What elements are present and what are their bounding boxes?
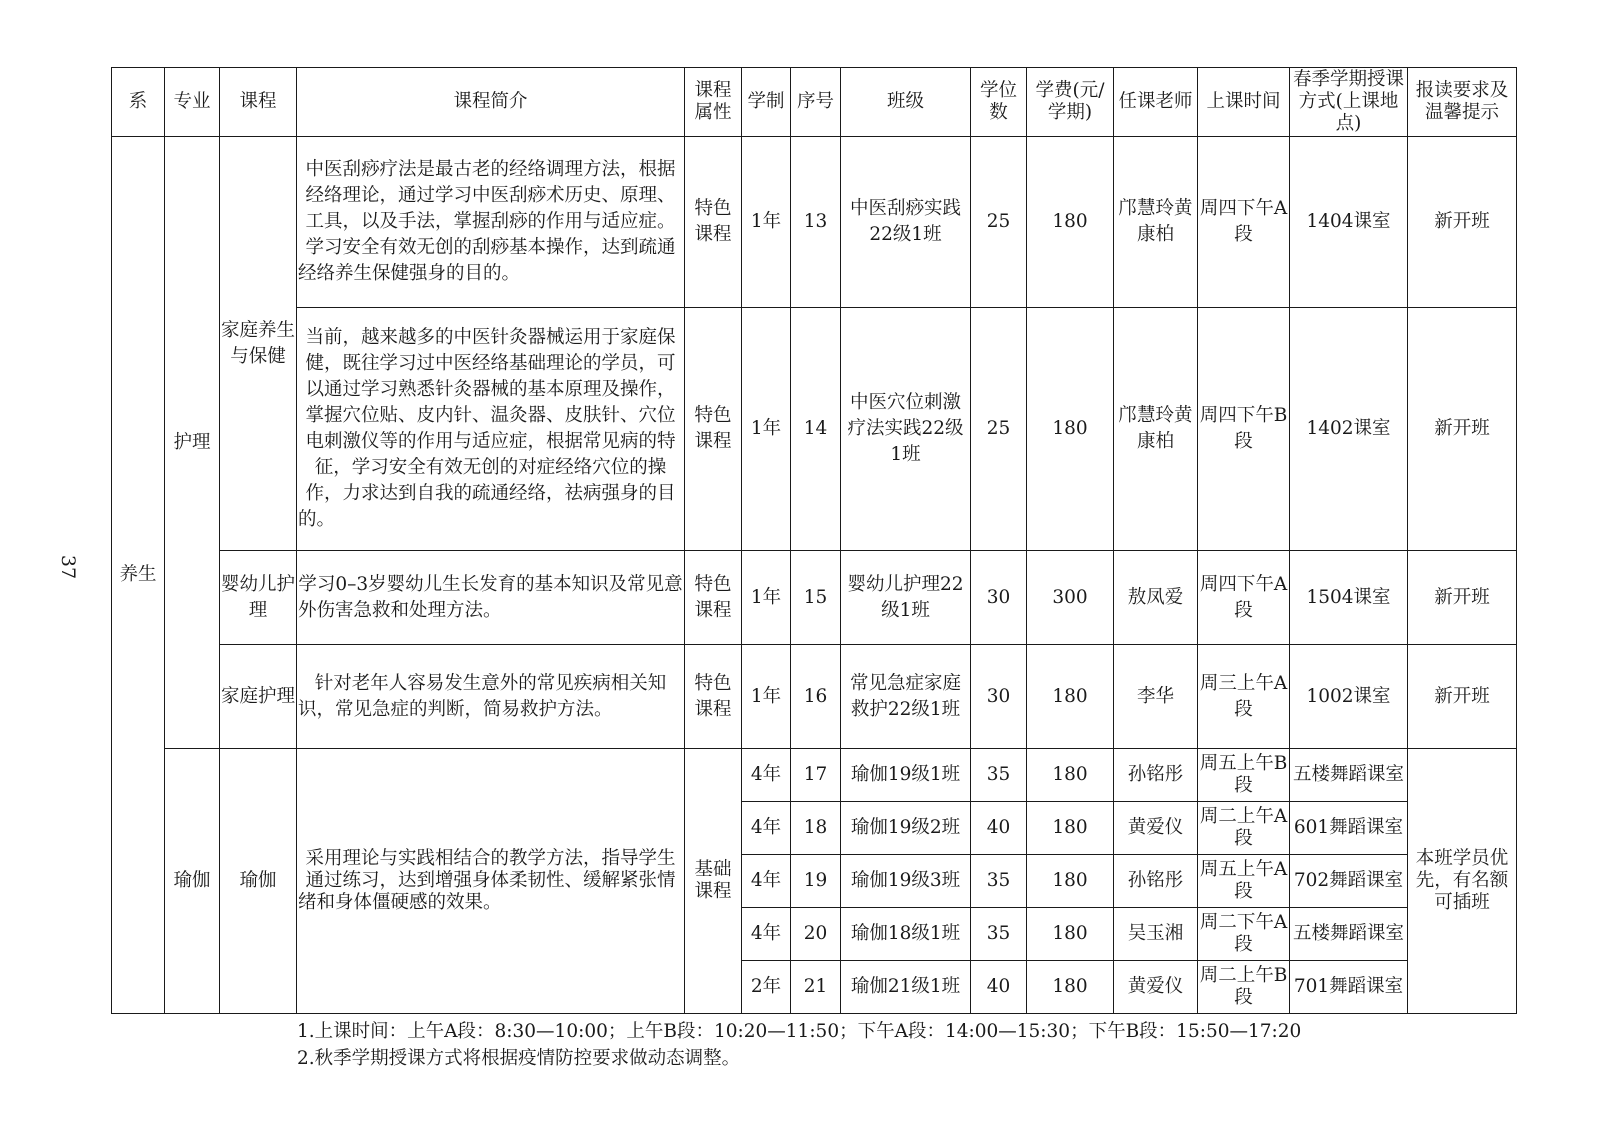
- duration-cell: 4年: [742, 749, 791, 802]
- course-cell: 家庭护理: [220, 645, 297, 749]
- fee-cell: 180: [1027, 137, 1114, 308]
- teacher-cell: 吴玉湘: [1114, 908, 1198, 961]
- teacher-cell: 黄爱仪: [1114, 802, 1198, 855]
- course-cell: 婴幼儿护理: [220, 551, 297, 645]
- teacher-cell: 敖凤爱: [1114, 551, 1198, 645]
- header-cell: 课程属性: [685, 68, 742, 137]
- teacher-cell: 邝慧玲黄康柏: [1114, 137, 1198, 308]
- seats-cell: 25: [971, 137, 1027, 308]
- major-cell: 瑜伽: [165, 749, 220, 1014]
- attr-cell: 特色课程: [685, 551, 742, 645]
- intro-cell: 针对老年人容易发生意外的常见疾病相关知识，常见急症的判断，简易救护方法。: [297, 645, 685, 749]
- class-cell: 瑜伽19级3班: [841, 855, 971, 908]
- footnote: 1.上课时间：上午A段：8:30—10:00；上午B段：10:20—11:50；下午A段：14:00—15:30；下午B段：15:50—17:20: [297, 1021, 1302, 1042]
- time-cell: 周三上午A段: [1198, 645, 1290, 749]
- teacher-cell: 孙铭彤: [1114, 855, 1198, 908]
- seq-cell: 17: [791, 749, 841, 802]
- note-cell: 新开班: [1408, 308, 1517, 551]
- header-cell: 学制: [742, 68, 791, 137]
- teacher-cell: 邝慧玲黄康柏: [1114, 308, 1198, 551]
- course-table: [111, 67, 1517, 1014]
- class-cell: 瑜伽21级1班: [841, 961, 971, 1014]
- time-cell: 周二上午B段: [1198, 961, 1290, 1014]
- note-cell: 本班学员优先，有名额可插班: [1408, 749, 1517, 1014]
- class-cell: 中医刮痧实践22级1班: [841, 137, 971, 308]
- fee-cell: 180: [1027, 749, 1114, 802]
- seq-cell: 16: [791, 645, 841, 749]
- header-cell: 上课时间: [1198, 68, 1290, 137]
- page-number: 37: [57, 554, 80, 580]
- class-cell: 瑜伽18级1班: [841, 908, 971, 961]
- seats-cell: 25: [971, 308, 1027, 551]
- seats-cell: 40: [971, 961, 1027, 1014]
- fee-cell: 180: [1027, 961, 1114, 1014]
- header-cell: 班级: [841, 68, 971, 137]
- class-cell: 瑜伽19级2班: [841, 802, 971, 855]
- intro-cell: 中医刮痧疗法是最古老的经络调理方法，根据经络理论，通过学习中医刮痧术历史、原理、工具，以及手法，掌握刮痧的作用与适应症。学习安全有效无创的刮痧基本操作，达到疏通经络养生保健强身的目的。: [297, 137, 685, 308]
- seq-cell: 19: [791, 855, 841, 908]
- teacher-cell: 李华: [1114, 645, 1198, 749]
- duration-cell: 1年: [742, 551, 791, 645]
- location-cell: 1402课室: [1290, 308, 1408, 551]
- note-cell: 新开班: [1408, 645, 1517, 749]
- attr-cell: 特色课程: [685, 645, 742, 749]
- class-cell: 婴幼儿护理22级1班: [841, 551, 971, 645]
- intro-cell: 当前，越来越多的中医针灸器械运用于家庭保健，既往学习过中医经络基础理论的学员，可以通过学习熟悉针灸器械的基本原理及操作，掌握穴位贴、皮内针、温灸器、皮肤针、穴位电刺激仪等的作用与适应症，根据常见病的特征，学习安全有效无创的对症经络穴位的操作，力求达到自我的疏通经络，祛病强身的目的。: [297, 308, 685, 551]
- intro-cell: 采用理论与实践相结合的教学方法，指导学生通过练习，达到增强身体柔韧性、缓解紧张情绪和身体僵硬感的效果。: [297, 749, 685, 1014]
- table-row: [112, 308, 1517, 551]
- major-cell: 护理: [165, 137, 220, 749]
- intro-cell: 学习0–3岁婴幼儿生长发育的基本知识及常见意外伤害急救和处理方法。: [297, 551, 685, 645]
- location-cell: 702舞蹈课室: [1290, 855, 1408, 908]
- fee-cell: 180: [1027, 908, 1114, 961]
- course-cell: 瑜伽: [220, 749, 297, 1014]
- duration-cell: 1年: [742, 308, 791, 551]
- header-cell: 学费(元/学期): [1027, 68, 1114, 137]
- time-cell: 周二上午A段: [1198, 802, 1290, 855]
- time-cell: 周四下午A段: [1198, 551, 1290, 645]
- location-cell: 五楼舞蹈课室: [1290, 749, 1408, 802]
- time-cell: 周四下午B段: [1198, 308, 1290, 551]
- header-cell: 系: [112, 68, 165, 137]
- table-row: [112, 749, 1517, 802]
- dept-cell: 养生: [112, 137, 165, 1014]
- location-cell: 1404课室: [1290, 137, 1408, 308]
- teacher-cell: 黄爱仪: [1114, 961, 1198, 1014]
- fee-cell: 300: [1027, 551, 1114, 645]
- duration-cell: 1年: [742, 137, 791, 308]
- class-cell: 中医穴位刺激疗法实践22级1班: [841, 308, 971, 551]
- header-cell: 课程简介: [297, 68, 685, 137]
- seats-cell: 35: [971, 908, 1027, 961]
- class-cell: 常见急症家庭救护22级1班: [841, 645, 971, 749]
- seats-cell: 35: [971, 749, 1027, 802]
- fee-cell: 180: [1027, 855, 1114, 908]
- attr-cell: 基础课程: [685, 749, 742, 1014]
- header-cell: 报读要求及温馨提示: [1408, 68, 1517, 137]
- duration-cell: 4年: [742, 908, 791, 961]
- time-cell: 周五上午B段: [1198, 749, 1290, 802]
- attr-cell: 特色课程: [685, 308, 742, 551]
- note-cell: 新开班: [1408, 137, 1517, 308]
- duration-cell: 4年: [742, 855, 791, 908]
- fee-cell: 180: [1027, 645, 1114, 749]
- location-cell: 1002课室: [1290, 645, 1408, 749]
- seq-cell: 13: [791, 137, 841, 308]
- table-header-row: [112, 68, 1517, 137]
- attr-cell: 特色课程: [685, 137, 742, 308]
- seats-cell: 30: [971, 645, 1027, 749]
- fee-cell: 180: [1027, 802, 1114, 855]
- location-cell: 701舞蹈课室: [1290, 961, 1408, 1014]
- seq-cell: 14: [791, 308, 841, 551]
- duration-cell: 4年: [742, 802, 791, 855]
- footnote: 2.秋季学期授课方式将根据疫情防控要求做动态调整。: [297, 1048, 741, 1069]
- seq-cell: 20: [791, 908, 841, 961]
- seq-cell: 15: [791, 551, 841, 645]
- duration-cell: 2年: [742, 961, 791, 1014]
- location-cell: 1504课室: [1290, 551, 1408, 645]
- duration-cell: 1年: [742, 645, 791, 749]
- header-cell: 课程: [220, 68, 297, 137]
- seats-cell: 30: [971, 551, 1027, 645]
- class-cell: 瑜伽19级1班: [841, 749, 971, 802]
- teacher-cell: 孙铭彤: [1114, 749, 1198, 802]
- time-cell: 周二下午A段: [1198, 908, 1290, 961]
- table-row: [112, 645, 1517, 749]
- header-cell: 序号: [791, 68, 841, 137]
- header-cell: 春季学期授课方式(上课地点): [1290, 68, 1408, 137]
- fee-cell: 180: [1027, 308, 1114, 551]
- header-cell: 专业: [165, 68, 220, 137]
- location-cell: 五楼舞蹈课室: [1290, 908, 1408, 961]
- header-cell: 学位数: [971, 68, 1027, 137]
- time-cell: 周四下午A段: [1198, 137, 1290, 308]
- location-cell: 601舞蹈课室: [1290, 802, 1408, 855]
- seats-cell: 35: [971, 855, 1027, 908]
- note-cell: 新开班: [1408, 551, 1517, 645]
- time-cell: 周五上午A段: [1198, 855, 1290, 908]
- header-cell: 任课老师: [1114, 68, 1198, 137]
- table-row: [112, 551, 1517, 645]
- course-cell: 家庭养生与保健: [220, 137, 297, 551]
- footnotes: [297, 1018, 1301, 1072]
- seq-cell: 18: [791, 802, 841, 855]
- seats-cell: 40: [971, 802, 1027, 855]
- seq-cell: 21: [791, 961, 841, 1014]
- table-row: [112, 137, 1517, 308]
